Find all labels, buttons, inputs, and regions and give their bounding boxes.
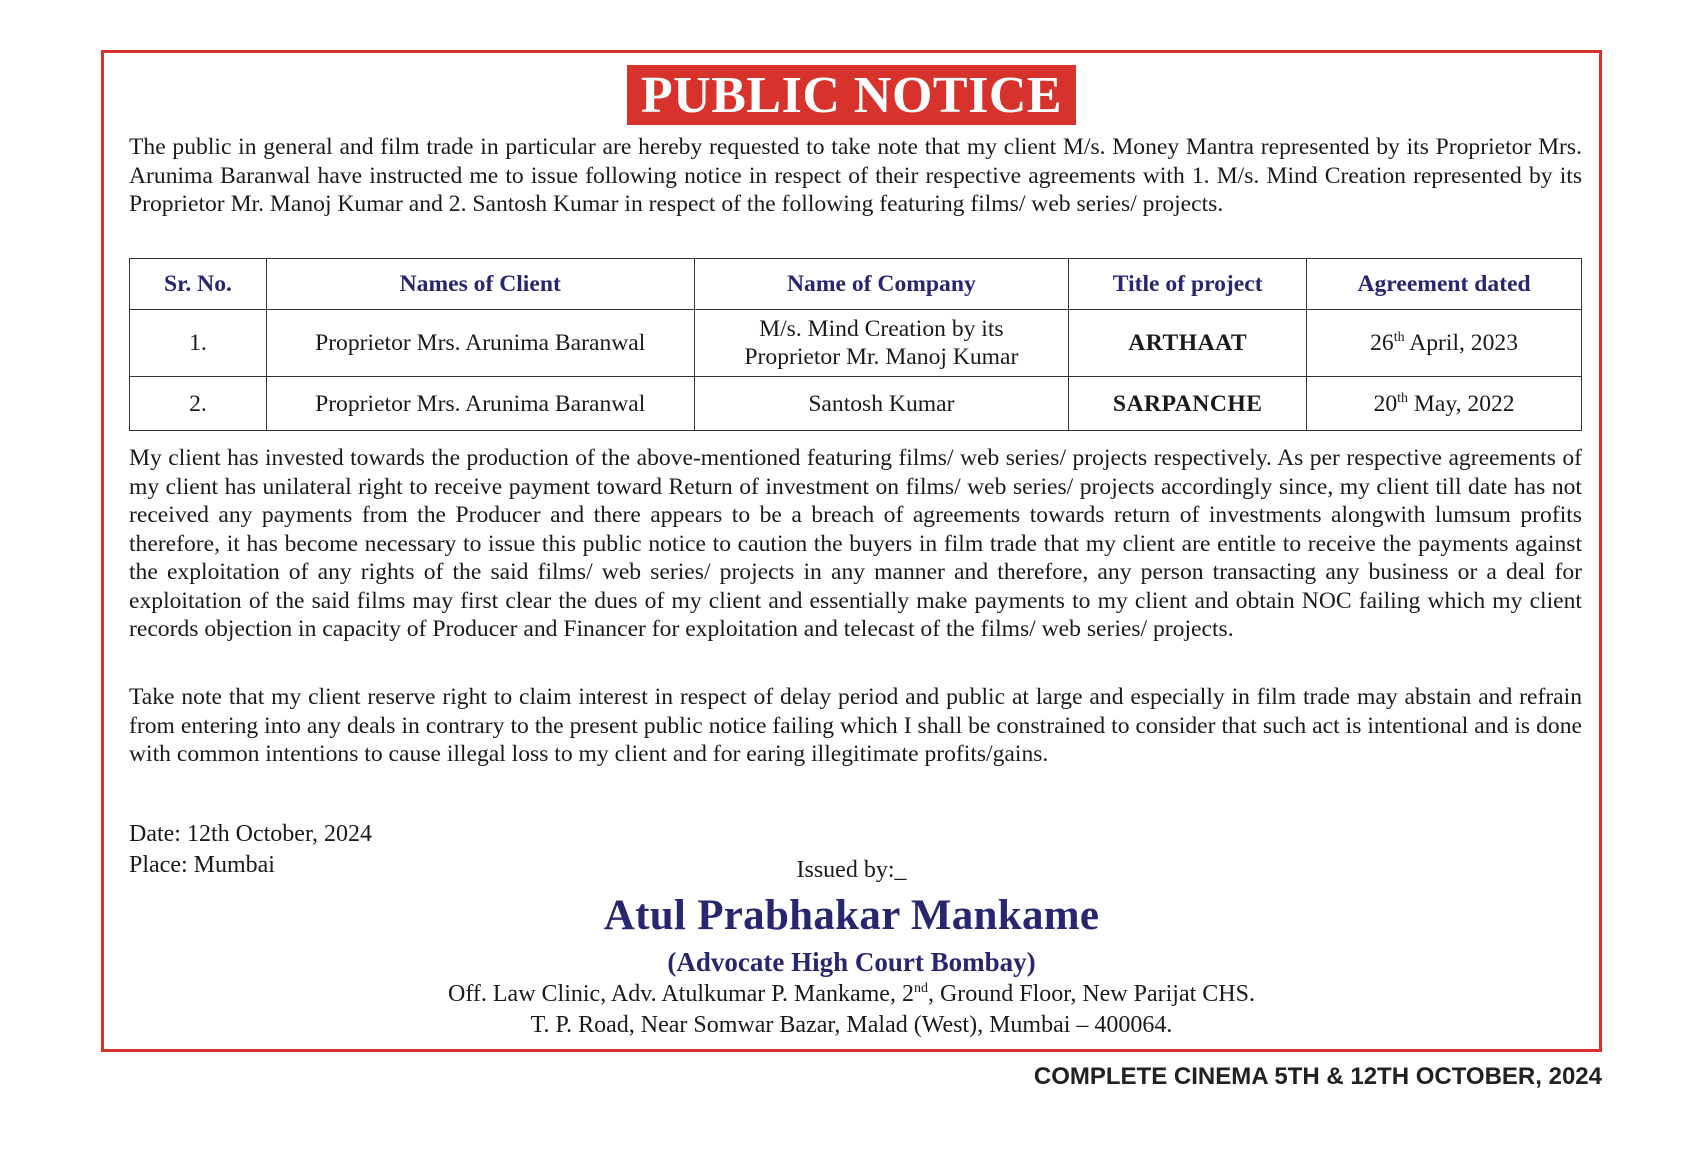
address-line-1 bbox=[104, 979, 1599, 1009]
agreements-table bbox=[129, 258, 1582, 431]
floor-suffix: nd bbox=[913, 981, 928, 996]
date-day: 20 bbox=[1373, 390, 1398, 417]
date-suffix: th bbox=[1397, 390, 1408, 406]
intro-paragraph: The public in general and film trade in particular are hereby requested to take note that my client M/s. Money Mantra represented by its Proprietor Mrs. Arunima Baranwal have instructed me to issue following notice in respect of their respective agreements with 1. M/s. Mind Creation represented by its Proprietor Mr. Manoj Kumar and 2. Santosh Kumar in respect of the following featuring films/ web series/ projects. bbox=[129, 134, 1582, 217]
date-day: 26 bbox=[1370, 330, 1394, 356]
publication-footer: COMPLETE CINEMA 5TH & 12TH OCTOBER, 2024 bbox=[1033, 1063, 1602, 1090]
table-row bbox=[130, 377, 1582, 431]
cell-company: Santosh Kumar bbox=[694, 377, 1069, 431]
table-row bbox=[130, 310, 1582, 377]
date-rest: May, 2022 bbox=[1408, 390, 1515, 417]
notice-place: Place: Mumbai bbox=[129, 852, 275, 878]
cell-client: Proprietor Mrs. Arunima Baranwal bbox=[266, 377, 694, 431]
company-line-2: Proprietor Mr. Manoj Kumar bbox=[744, 344, 1019, 370]
notice-date: Date: 12th October, 2024 bbox=[129, 821, 372, 847]
closing-paragraph: Take note that my client reserve right to claim interest in respect of delay period and public at large and especially in film trade may abstain and refrain from entering into any deals in contrary to the present public notice failing which I shall be constrained to consider that such act is intentional and is done with common intentions to cause illegal loss to my client and for earing illegitimate profits/gains. bbox=[129, 684, 1582, 767]
date-rest: April, 2023 bbox=[1404, 330, 1518, 356]
notice-border bbox=[101, 50, 1602, 1052]
cell-agreement-date bbox=[1307, 310, 1582, 377]
header-agreement-date: Agreement dated bbox=[1307, 259, 1582, 310]
header-client: Names of Client bbox=[266, 259, 694, 310]
cell-sr-no: 1. bbox=[130, 310, 267, 377]
cell-company bbox=[694, 310, 1069, 377]
cell-project: SARPANCHE bbox=[1069, 377, 1307, 431]
cell-agreement-date bbox=[1307, 377, 1582, 431]
date-suffix: th bbox=[1393, 330, 1405, 345]
address-line-2: T. P. Road, Near Somwar Bazar, Malad (West), Mumbai – 400064. bbox=[530, 1012, 1173, 1038]
company-line-1: M/s. Mind Creation by its bbox=[759, 316, 1004, 342]
header-company: Name of Company bbox=[694, 259, 1069, 310]
advocate-title: (Advocate High Court Bombay) bbox=[667, 947, 1036, 977]
body-paragraph: My client has invested towards the production of the above-mentioned featuring films/ web series/ projects respectively. As per respective agreements of my client has unilateral right to receive payment toward Return of investment on films/ web series/ projects accordingly since, my client till date has not received any payments from the Producer and there appears to be a breach of agreements towards return of investments alongwith lumsum profits therefore, it has become necessary to issue this public notice to caution the buyers in film trade that my client are entitle to receive the payments against the exploitation of any rights of the said films/ web series/ projects in any manner and therefore, any person transacting any business or a deal for exploitation of the said films may first clear the dues of my client and essentially make payments to my client and obtain NOC failing which my client records objection in capacity of Producer and Financer for exploitation and telecast of the films/ web series/ projects. bbox=[129, 445, 1582, 642]
advocate-name: Atul Prabhakar Mankame bbox=[603, 892, 1100, 939]
table-header-row bbox=[130, 259, 1582, 310]
header-sr-no: Sr. No. bbox=[130, 259, 267, 310]
address-line-1-end: , Ground Floor, New Parijat CHS. bbox=[927, 981, 1255, 1007]
title-wrap bbox=[104, 65, 1599, 125]
issued-by-label: Issued by:_ bbox=[796, 857, 907, 883]
cell-project: ARTHAAT bbox=[1069, 310, 1307, 377]
cell-sr-no: 2. bbox=[130, 377, 267, 431]
header-project: Title of project bbox=[1069, 259, 1307, 310]
address-line-1-start: Off. Law Clinic, Adv. Atulkumar P. Mankame, 2 bbox=[448, 981, 914, 1007]
notice-title: PUBLIC NOTICE bbox=[627, 65, 1076, 125]
cell-client: Proprietor Mrs. Arunima Baranwal bbox=[266, 310, 694, 377]
